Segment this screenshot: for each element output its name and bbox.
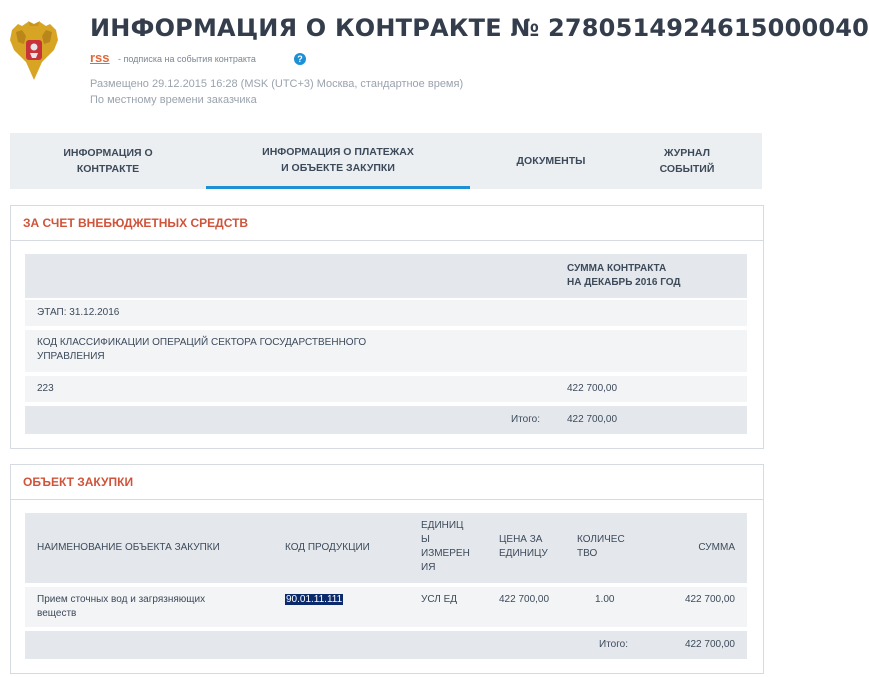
rss-link[interactable]: rss — [90, 50, 110, 65]
stage-label: ЭТАП: 31.12.2016 — [37, 307, 120, 318]
stage-row — [25, 300, 747, 326]
funding-panel-title: ЗА СЧЕТ ВНЕБЮДЖЕТНЫХ СРЕДСТВ — [11, 206, 763, 241]
procurement-total-row — [25, 631, 747, 659]
col-code: КОД ПРОДУКЦИИ — [285, 542, 370, 553]
col-qty: КОЛИЧЕС ТВО — [577, 534, 625, 559]
funding-panel — [10, 205, 764, 449]
item-qty: 1.00 — [595, 594, 615, 605]
col-name: НАИМЕНОВАНИЕ ОБЪЕКТА ЗАКУПКИ — [37, 542, 220, 553]
classification-label: КОД КЛАССИФИКАЦИИ ОПЕРАЦИЙ СЕКТОРА ГОСУДАРСТВЕННОГО — [37, 337, 367, 348]
procurement-panel-title: ОБЪЕКТ ЗАКУПКИ — [11, 465, 763, 500]
local-time-note: По местному времени заказчика — [90, 94, 257, 106]
tab-event-log[interactable]: ЖУРНАЛ СОБЫТИЙ — [659, 147, 715, 175]
code-row — [25, 376, 747, 402]
col-price: ЦЕНА ЗА ЕДИНИЦУ — [499, 534, 548, 559]
question-icon[interactable]: ? — [294, 53, 306, 65]
funding-header-row: СУММА КОНТРАКТА НА ДЕКАБРЬ 2016 ГОД — [25, 254, 747, 298]
tab-contract-info[interactable]: ИНФОРМАЦИЯ О КОНТРАКТЕ — [63, 147, 153, 175]
total-label: Итого: — [511, 414, 540, 425]
procurement-header-row — [25, 513, 747, 583]
item-name: Прием сточных вод и загрязняющих веществ — [37, 594, 206, 619]
coat-of-arms-icon — [8, 20, 60, 82]
tab-bar — [10, 133, 762, 189]
procurement-total-label: Итого: — [599, 639, 628, 650]
item-price: 422 700,00 — [499, 594, 550, 605]
item-code[interactable]: 90.01.11.111 — [286, 594, 343, 605]
procurement-panel — [10, 464, 764, 674]
total-value: 422 700,00 — [567, 414, 618, 425]
funding-total-row — [25, 406, 747, 434]
tab-payments-info[interactable]: ИНФОРМАЦИЯ О ПЛАТЕЖАХ И ОБЪЕКТЕ ЗАКУПКИ — [206, 133, 470, 189]
procurement-total-value: 422 700,00 — [684, 639, 735, 650]
classification-row: КОД КЛАССИФИКАЦИИ ОПЕРАЦИЙ СЕКТОРА ГОСУДАРСТВЕННОГО УПРАВЛЕНИЯ — [25, 330, 747, 372]
tab-documents[interactable]: ДОКУМЕНТЫ — [516, 155, 586, 167]
posted-date: Размещено 29.12.2015 16:28 (MSK (UTC+3) Москва, стандартное время) — [90, 78, 464, 90]
item-sum: 422 700,00 — [684, 594, 735, 605]
col-unit: ЕДИНИЦ Ы ИЗМЕРЕН ИЯ — [421, 520, 470, 573]
classification-code: 223 — [37, 383, 54, 394]
code-amount: 422 700,00 — [567, 383, 618, 394]
item-unit: УСЛ ЕД — [421, 594, 458, 605]
col-sum: СУММА — [698, 542, 735, 553]
table-row — [25, 587, 747, 627]
sum-header: СУММА КОНТРАКТА — [567, 263, 667, 274]
page-title: ИНФОРМАЦИЯ О КОНТРАКТЕ № 2780514924615000040 — [90, 14, 869, 42]
subscribe-note: - подписка на события контракта — [118, 54, 256, 64]
